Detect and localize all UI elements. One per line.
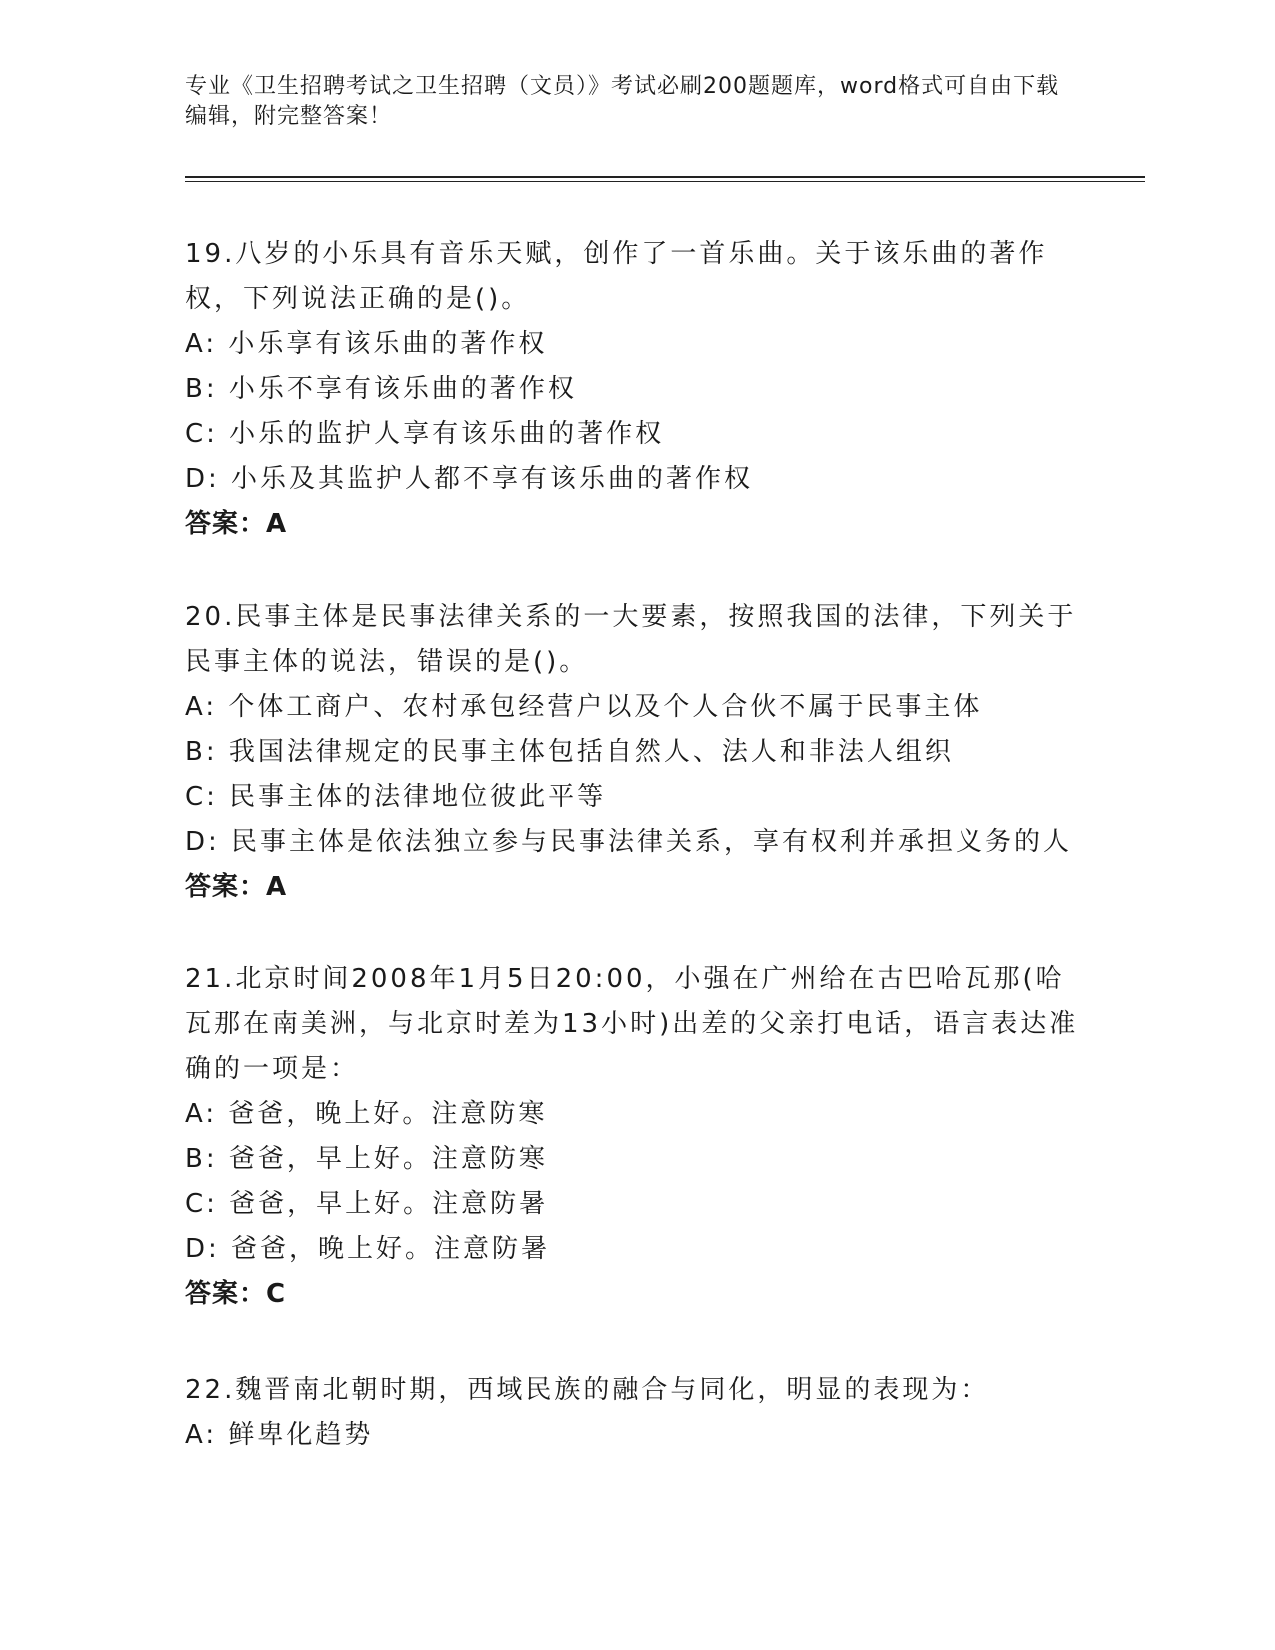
question-stem: 21.北京时间2008年1月5日20:00，小强在广州给在古巴哈瓦那(哈瓦那在南美洲，与北京时差为13小时)出差的父亲打电话，语言表达准确的一项是： bbox=[185, 964, 1079, 1084]
answer: 答案：A bbox=[185, 509, 288, 539]
option-d: D: 小乐及其监护人都不享有该乐曲的著作权 bbox=[185, 464, 754, 494]
option-a: A: 鲜卑化趋势 bbox=[185, 1420, 374, 1450]
option-b: B: 小乐不享有该乐曲的著作权 bbox=[185, 374, 577, 404]
answer: 答案：A bbox=[185, 872, 288, 902]
question-20 bbox=[185, 595, 1085, 910]
question-22 bbox=[185, 1368, 1085, 1458]
header-divider bbox=[185, 176, 1145, 182]
option-c: C: 民事主体的法律地位彼此平等 bbox=[185, 782, 607, 812]
option-c: C: 小乐的监护人享有该乐曲的著作权 bbox=[185, 419, 665, 449]
question-stem: 20.民事主体是民事法律关系的一大要素，按照我国的法律，下列关于民事主体的说法，错误的是()。 bbox=[185, 602, 1077, 677]
question-stem: 22.魏晋南北朝时期，西域民族的融合与同化，明显的表现为： bbox=[185, 1375, 990, 1405]
option-a: A: 小乐享有该乐曲的著作权 bbox=[185, 329, 548, 359]
option-a: A: 爸爸，晚上好。注意防寒 bbox=[185, 1099, 548, 1129]
document-header: 专业《卫生招聘考试之卫生招聘（文员）》考试必刷200题题库，word格式可自由下载编辑，附完整答案！ bbox=[185, 74, 1060, 129]
question-19 bbox=[185, 232, 1085, 547]
option-d: D: 民事主体是依法独立参与民事法律关系，享有权利并承担义务的人 bbox=[185, 827, 1073, 857]
option-b: B: 爸爸，早上好。注意防寒 bbox=[185, 1144, 548, 1174]
answer: 答案：C bbox=[185, 1279, 287, 1309]
option-b: B: 我国法律规定的民事主体包括自然人、法人和非法人组织 bbox=[185, 737, 954, 767]
option-c: C: 爸爸，早上好。注意防暑 bbox=[185, 1189, 549, 1219]
option-a: A: 个体工商户、农村承包经营户以及个人合伙不属于民事主体 bbox=[185, 692, 983, 722]
question-stem: 19.八岁的小乐具有音乐天赋，创作了一首乐曲。关于该乐曲的著作权，下列说法正确的是()。 bbox=[185, 239, 1048, 314]
question-21 bbox=[185, 957, 1085, 1317]
option-d: D: 爸爸，晚上好。注意防暑 bbox=[185, 1234, 551, 1264]
